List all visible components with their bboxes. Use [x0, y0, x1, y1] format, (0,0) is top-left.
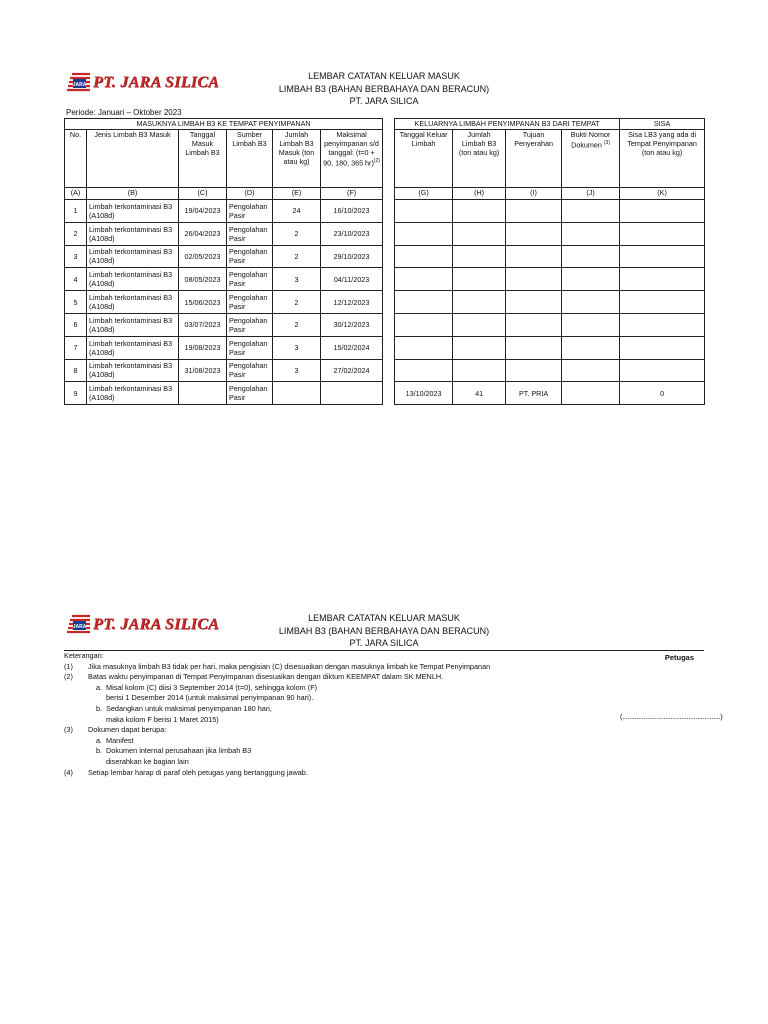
col-bukti-sup: (3) [603, 140, 611, 146]
cell-jumlah-masuk [273, 382, 321, 405]
col-maksimal-sup: (2) [373, 158, 380, 164]
document-title [234, 70, 534, 108]
cell-maksimal: 23/10/2023 [321, 222, 383, 245]
cell-jumlah-keluar [453, 291, 506, 314]
cell-tanggal-keluar [395, 291, 453, 314]
cell-jumlah-masuk: 3 [273, 268, 321, 291]
gap-cell [383, 313, 395, 336]
cell-sisa [620, 336, 705, 359]
note-number: (3) [64, 725, 73, 735]
cell-jumlah-masuk: 24 [273, 200, 321, 223]
cell-sumber: Pengolahan Pasir [227, 245, 273, 268]
note-number: (1) [64, 661, 73, 671]
cell-jenis: Limbah terkontaminasi B3 (A108d) [87, 291, 179, 314]
cell-tanggal-masuk [179, 382, 227, 405]
cell-sisa [620, 359, 705, 382]
cell-sumber: Pengolahan Pasir [227, 382, 273, 405]
note-number: (4) [64, 767, 73, 777]
company-logo [66, 614, 219, 636]
cell-jumlah-masuk: 2 [273, 313, 321, 336]
col-bukti [562, 130, 620, 188]
cell-sumber: Pengolahan Pasir [227, 313, 273, 336]
cell-tujuan [506, 291, 562, 314]
cell-jumlah-keluar [453, 313, 506, 336]
letter-f: (F) [321, 188, 383, 200]
page-header-1 [64, 68, 704, 112]
logo-mark-icon [66, 614, 90, 636]
gap-cell [383, 130, 395, 188]
cell-jumlah-masuk: 3 [273, 336, 321, 359]
title-line-3: PT. JARA SILICA [349, 96, 419, 106]
cell-tanggal-masuk: 31/08/2023 [179, 359, 227, 382]
gap-cell [383, 119, 395, 130]
cell-maksimal: 29/10/2023 [321, 245, 383, 268]
note-number: (2) [64, 672, 73, 682]
cell-tujuan: PT. PRIA [506, 382, 562, 405]
note-3 [64, 725, 704, 736]
letter-b: (B) [87, 188, 179, 200]
note-2a-cont: berisi 1 Desember 2014 (untuk maksimal penyimpanan 90 hari). [106, 693, 314, 703]
cell-maksimal: 12/12/2023 [321, 291, 383, 314]
group-header-row [65, 119, 705, 130]
cell-jenis: Limbah terkontaminasi B3 (A108d) [87, 268, 179, 291]
cell-sisa [620, 222, 705, 245]
title-line-3: PT. JARA SILICA [349, 638, 419, 648]
note-4 [64, 768, 704, 779]
table-body [65, 200, 705, 405]
cell-sisa [620, 245, 705, 268]
col-sumber: Sumber Limbah B3 [227, 130, 273, 188]
column-letter-row [65, 188, 705, 200]
cell-tanggal-masuk: 15/06/2023 [179, 291, 227, 314]
table-row [65, 382, 705, 405]
gap-cell [383, 336, 395, 359]
table-row [65, 268, 705, 291]
cell-jumlah-masuk: 2 [273, 222, 321, 245]
cell-maksimal: 16/10/2023 [321, 200, 383, 223]
cell-tujuan [506, 313, 562, 336]
cell-jumlah-keluar [453, 222, 506, 245]
col-jumlah-keluar: Jumlah Limbah B3 (ton atau kg) [453, 130, 506, 188]
cell-jenis: Limbah terkontaminasi B3 (A108d) [87, 200, 179, 223]
gap-cell [383, 291, 395, 314]
note-2b [64, 704, 704, 715]
cell-jumlah-keluar [453, 245, 506, 268]
table-row [65, 313, 705, 336]
cell-sisa [620, 313, 705, 336]
table-row [65, 222, 705, 245]
cell-sumber: Pengolahan Pasir [227, 222, 273, 245]
table-row [65, 336, 705, 359]
group-out-header: KELUARNYA LIMBAH PENYIMPANAN B3 DARI TEMPAT [395, 119, 620, 130]
cell-maksimal: 30/12/2023 [321, 313, 383, 336]
logo-text: PT. JARA SILICA [93, 616, 220, 633]
cell-jumlah-keluar [453, 200, 506, 223]
note-1 [64, 662, 704, 673]
cell-jenis: Limbah terkontaminasi B3 (A108d) [87, 222, 179, 245]
note-text: Jika masuknya limbah B3 tidak per hari, maka pengisian (C) disesuaikan dengan masuknya limbah ke Tempat Penyimpanan [88, 661, 491, 671]
cell-no: 5 [65, 291, 87, 314]
gap-cell [383, 382, 395, 405]
cell-no: 9 [65, 382, 87, 405]
cell-sumber: Pengolahan Pasir [227, 336, 273, 359]
period-label: Periode: Januari – Oktober 2023 [66, 108, 182, 117]
cell-sumber: Pengolahan Pasir [227, 200, 273, 223]
note-2b-cont: maka kolom F berisi 1 Maret 2015) [106, 714, 219, 724]
column-header-row [65, 130, 705, 188]
cell-tujuan [506, 200, 562, 223]
note-letter: b. [96, 703, 103, 713]
cell-jumlah-keluar [453, 336, 506, 359]
cell-no: 2 [65, 222, 87, 245]
cell-maksimal: 04/11/2023 [321, 268, 383, 291]
cell-sumber: Pengolahan Pasir [227, 359, 273, 382]
note-text: Batas waktu penyimpanan di Tempat Penyimpanan disesuaikan dengan diktum KEEMPAT dalam SK MENLH. [88, 672, 444, 682]
page-header-2 [64, 610, 704, 654]
col-maksimal-text: Maksimal penyimpanan s/d tanggal: (t=0 + 90, 180, 365 hr) [323, 130, 379, 168]
letter-a: (A) [65, 188, 87, 200]
cell-bukti [562, 222, 620, 245]
cell-bukti [562, 200, 620, 223]
cell-tanggal-keluar: 13/10/2023 [395, 382, 453, 405]
logo-mark-icon [66, 72, 90, 94]
note-text: Misal kolom (C) diisi 3 September 2014 (t=0), sehingga kolom (F) [106, 682, 318, 692]
cell-no: 8 [65, 359, 87, 382]
gap-cell [383, 188, 395, 200]
title-line-2: LIMBAH B3 (BAHAN BERBAHAYA DAN BERACUN) [278, 83, 490, 94]
cell-jumlah-masuk: 2 [273, 291, 321, 314]
cell-tanggal-masuk: 19/04/2023 [179, 200, 227, 223]
cell-tanggal-masuk: 26/04/2023 [179, 222, 227, 245]
cell-no: 7 [65, 336, 87, 359]
cell-bukti [562, 268, 620, 291]
cell-tujuan [506, 245, 562, 268]
note-text: Sedangkan untuk maksimal penyimpanan 180 hari, [106, 703, 272, 713]
letter-d: (D) [227, 188, 273, 200]
cell-tanggal-masuk: 19/08/2023 [179, 336, 227, 359]
note-text: Dokumen internal perusahaan jika limbah B3 [106, 746, 252, 756]
note-text: Dokumen dapat berupa: [88, 725, 167, 735]
cell-tanggal-masuk: 02/05/2023 [179, 245, 227, 268]
gap-cell [383, 268, 395, 291]
cell-tujuan [506, 268, 562, 291]
cell-tujuan [506, 336, 562, 359]
note-2a [64, 683, 704, 694]
cell-jumlah-keluar [453, 359, 506, 382]
col-no: No. [65, 130, 87, 188]
cell-bukti [562, 313, 620, 336]
note-2 [64, 672, 704, 683]
cell-maksimal: 27/02/2024 [321, 359, 383, 382]
document-title [234, 612, 534, 650]
letter-g: (G) [395, 188, 453, 200]
table-row [65, 359, 705, 382]
cell-maksimal: 15/02/2024 [321, 336, 383, 359]
letter-h: (H) [453, 188, 506, 200]
col-tanggal-keluar: Tanggal Keluar Limbah [395, 130, 453, 188]
logo-text: PT. JARA SILICA [93, 74, 220, 91]
gap-cell [383, 245, 395, 268]
cell-tanggal-keluar [395, 336, 453, 359]
notes-section [64, 650, 723, 778]
letter-e: (E) [273, 188, 321, 200]
title-line-2: LIMBAH B3 (BAHAN BERBAHAYA DAN BERACUN) [278, 625, 490, 636]
cell-bukti [562, 245, 620, 268]
waste-log-table [64, 118, 705, 405]
group-sisa-header: SISA [620, 119, 705, 130]
cell-sisa [620, 268, 705, 291]
note-3b [64, 746, 704, 757]
title-line-1: LEMBAR CATATAN KELUAR MASUK [308, 613, 460, 623]
gap-cell [383, 200, 395, 223]
cell-bukti [562, 291, 620, 314]
col-sisa: Sisa LB3 yang ada di Tempat Penyimpanan (ton atau kg) [620, 130, 705, 188]
letter-i: (I) [506, 188, 562, 200]
cell-jenis: Limbah terkontaminasi B3 (A108d) [87, 245, 179, 268]
cell-tanggal-masuk: 08/05/2023 [179, 268, 227, 291]
note-text: Setiap lembar harap di paraf oleh petugas yang bertanggung jawab. [88, 767, 308, 777]
cell-no: 1 [65, 200, 87, 223]
col-jenis: Jenis Limbah B3 Masuk [87, 130, 179, 188]
note-letter: b. [96, 746, 103, 756]
letter-j: (J) [562, 188, 620, 200]
cell-sisa [620, 200, 705, 223]
note-text: Manifest [106, 735, 134, 745]
cell-sumber: Pengolahan Pasir [227, 291, 273, 314]
cell-jumlah-masuk: 3 [273, 359, 321, 382]
notes-title: Keterangan: [64, 651, 104, 660]
col-tanggal-masuk: Tanggal Masuk Limbah B3 [179, 130, 227, 188]
table-row [65, 200, 705, 223]
cell-jenis: Limbah terkontaminasi B3 (A108d) [87, 382, 179, 405]
cell-bukti [562, 382, 620, 405]
table-row [65, 245, 705, 268]
cell-sisa: 0 [620, 382, 705, 405]
cell-tanggal-keluar [395, 245, 453, 268]
cell-sisa [620, 291, 705, 314]
company-logo [66, 72, 219, 94]
cell-tujuan [506, 222, 562, 245]
cell-tujuan [506, 359, 562, 382]
svg-text:JARA: JARA [72, 82, 87, 88]
cell-maksimal [321, 382, 383, 405]
cell-sumber: Pengolahan Pasir [227, 268, 273, 291]
col-jumlah-masuk: Jumlah Limbah B3 Masuk (ton atau kg) [273, 130, 321, 188]
col-bukti-text: Bukti Nomor Dokumen [570, 130, 611, 150]
table-row [65, 291, 705, 314]
letter-c: (C) [179, 188, 227, 200]
svg-text:JARA: JARA [72, 624, 87, 630]
title-line-1: LEMBAR CATATAN KELUAR MASUK [308, 71, 460, 81]
cell-tanggal-keluar [395, 222, 453, 245]
cell-tanggal-keluar [395, 313, 453, 336]
cell-jenis: Limbah terkontaminasi B3 (A108d) [87, 359, 179, 382]
group-in-header: MASUKNYA LIMBAH B3 KE TEMPAT PENYIMPANAN [65, 119, 383, 130]
note-3a [64, 736, 704, 747]
note-3b-cont: diserahkan ke bagian lain [106, 756, 189, 766]
cell-jenis: Limbah terkontaminasi B3 (A108d) [87, 313, 179, 336]
cell-no: 3 [65, 245, 87, 268]
cell-tanggal-keluar [395, 268, 453, 291]
col-tujuan: Tujuan Penyerahan [506, 130, 562, 188]
cell-jumlah-masuk: 2 [273, 245, 321, 268]
note-letter: a. [96, 735, 103, 745]
cell-no: 6 [65, 313, 87, 336]
cell-no: 4 [65, 268, 87, 291]
note-letter: a. [96, 682, 103, 692]
col-maksimal [321, 130, 383, 188]
petugas-label: Petugas [664, 653, 694, 662]
gap-cell [383, 359, 395, 382]
signature-line: (.......................................................) [620, 712, 723, 721]
cell-jumlah-keluar: 41 [453, 382, 506, 405]
letter-k: (K) [620, 188, 705, 200]
cell-tanggal-keluar [395, 200, 453, 223]
cell-bukti [562, 359, 620, 382]
cell-tanggal-masuk: 03/07/2023 [179, 313, 227, 336]
cell-jenis: Limbah terkontaminasi B3 (A108d) [87, 336, 179, 359]
gap-cell [383, 222, 395, 245]
cell-jumlah-keluar [453, 268, 506, 291]
cell-bukti [562, 336, 620, 359]
cell-tanggal-keluar [395, 359, 453, 382]
